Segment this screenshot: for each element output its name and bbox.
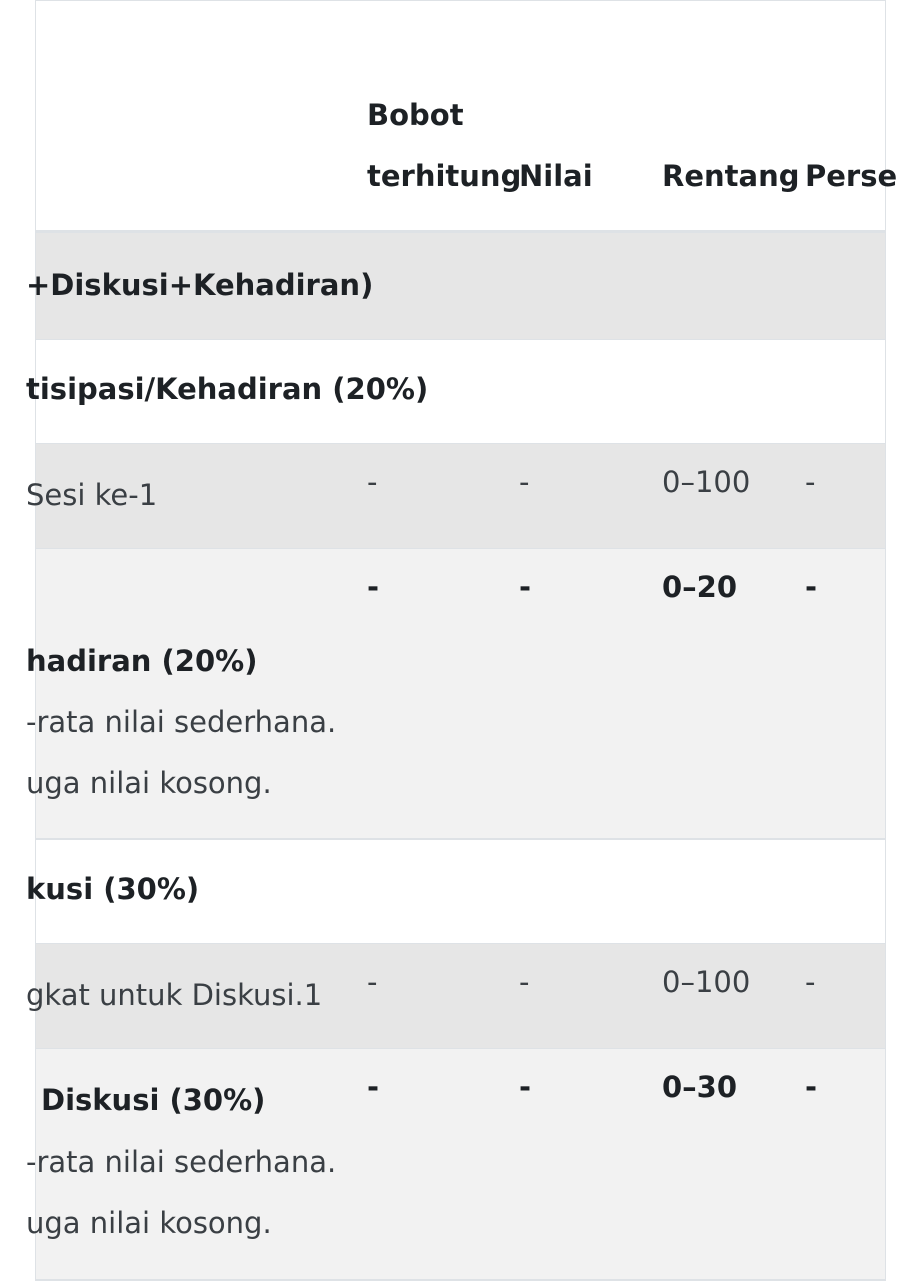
bobot-cell: - xyxy=(367,570,380,604)
nilai-cell: - xyxy=(519,1070,532,1104)
header-bobot-line2: terhitung xyxy=(367,159,522,193)
nilai-cell: - xyxy=(519,570,532,604)
grade-item-link[interactable]: gkat untuk Diskusi.1 xyxy=(26,978,323,1012)
rentang-cell: 0–20 xyxy=(662,570,738,604)
total-description: uga nilai kosong. xyxy=(26,1206,272,1240)
category-row xyxy=(26,340,885,444)
bobot-cell: - xyxy=(367,965,378,999)
persentase-cell: - xyxy=(805,1070,818,1104)
header-nilai: Nilai xyxy=(519,159,593,193)
rentang-cell: 0–30 xyxy=(662,1070,738,1104)
bobot-cell: - xyxy=(367,465,378,499)
persentase-cell: - xyxy=(805,465,816,499)
nilai-cell: - xyxy=(519,965,530,999)
grade-item-link[interactable]: Sesi ke-1 xyxy=(26,478,158,512)
category-total-row xyxy=(26,549,885,840)
table-row xyxy=(26,444,885,549)
rentang-cell: 0–100 xyxy=(662,465,751,499)
total-description: -rata nilai sederhana. xyxy=(26,1145,337,1179)
category-row xyxy=(26,840,885,944)
category-row xyxy=(26,233,885,340)
header-persentase: Perse xyxy=(805,159,898,193)
category-label: kusi (30%) xyxy=(26,872,200,906)
bobot-cell: - xyxy=(367,1070,380,1104)
table-header xyxy=(36,1,898,233)
nilai-cell: - xyxy=(519,465,530,499)
table-row xyxy=(26,944,885,1049)
total-title: Diskusi (30%) xyxy=(41,1083,266,1117)
grade-table xyxy=(26,0,898,1281)
category-label: tisipasi/Kehadiran (20%) xyxy=(26,372,429,406)
rentang-cell: 0–100 xyxy=(662,965,751,999)
persentase-cell: - xyxy=(805,965,816,999)
header-rentang: Rentang xyxy=(662,159,800,193)
persentase-cell: - xyxy=(805,570,818,604)
total-description: -rata nilai sederhana. xyxy=(26,705,337,739)
category-total-row xyxy=(26,1049,885,1281)
header-bobot-line1: Bobot xyxy=(367,98,464,132)
total-description: uga nilai kosong. xyxy=(26,766,272,800)
total-title: hadiran (20%) xyxy=(26,644,258,678)
category-label: +Diskusi+Kehadiran) xyxy=(26,268,374,302)
